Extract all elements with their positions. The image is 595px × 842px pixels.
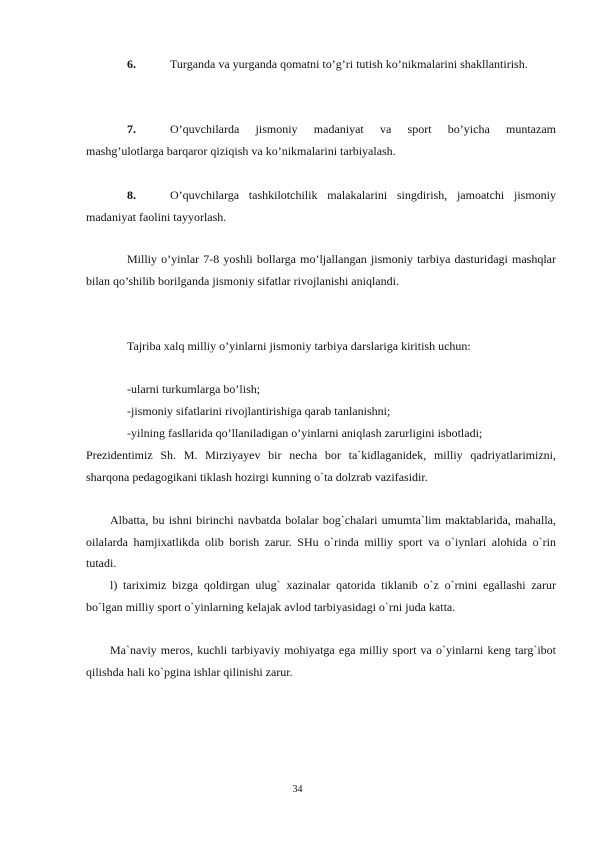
item-number: 7. (127, 122, 136, 136)
item-number: 6. (127, 57, 136, 71)
item-text: O’quvchilarga tashkilotchilik malakalarini singdirish, jamoatchi jismoniy madaniyat faolini tayyorlash. (86, 188, 556, 224)
item-text: Turganda va yurganda qomatni to’g’ri tutish ko’nikmalarini shakllantirish. (170, 57, 528, 71)
paragraph-albatta: Albatta, bu ishni birinchi navbatda bolalar bog`chalari umumta`lim maktablarida, mahalla, oilalarda hamjixatlikda olib borish zarur. SHu o`rinda milliy sport va o`iynlari alohida o`rin tutadi. (86, 513, 556, 571)
page-number: 34 (292, 784, 303, 795)
list-item (86, 119, 556, 162)
paragraph-tariximiz: l) tariximiz bizga qoldirgan ulug` xazinalar qatorida tiklanib o`z o`rnini egallashi zarur bo`lgan milliy sport o`yinlarning kelajak avlod tarbiyasidagi o`rni juda katta. (86, 578, 556, 614)
item-number: 8. (127, 188, 136, 202)
paragraph-manaviy: Ma`naviy meros, kuchli tarbiyaviy mohiyatga ega milliy sport va o`yinlarni keng targ`ibot qilishda hali ko`pgina ishlar qilinishi zarur. (86, 643, 556, 679)
paragraph-prezident-text: Prezidentimiz Sh. M. Mirziyayev bir necha bor ta`kidlaganidek, milliy qadriyatlarimizni, sharqona pedagogikani tiklash hozirgi kunning o`ta dolzrab vazifasidir. (86, 448, 556, 484)
list-item (86, 54, 556, 76)
item-text: O’quvchilarda jismoniy madaniyat va sport bo’yicha muntazam mashg’ulotlarga barqaror qiziqish va ko’nikmalarini tarbiyalash. (86, 122, 556, 158)
paragraph-tajriba: Tajriba xalq milliy o’yinlarni jismoniy tarbiya darslariga kiritish uchun: (127, 339, 471, 353)
bullet-item: -ularni turkumlarga bo’lish; (127, 382, 261, 396)
bullet-item: -yilning fasllarida qo’llaniladigan o’yinlarni aniqlash zarurligini isbotladi; (127, 426, 483, 440)
bullet-item: -jismoniy sifatlarini rivojlantirishiga qarab tanlanishni; (127, 404, 391, 418)
paragraph-milliy: Milliy o’yinlar 7-8 yoshli bollarga mo’ljallangan jismoniy tarbiya dasturidagi mashqlar bilan qo’shilib borilganda jismoniy sifatlar rivojlanishi aniqlandi. (86, 252, 556, 288)
paragraph-prezident (86, 445, 556, 488)
list-item (86, 185, 556, 228)
